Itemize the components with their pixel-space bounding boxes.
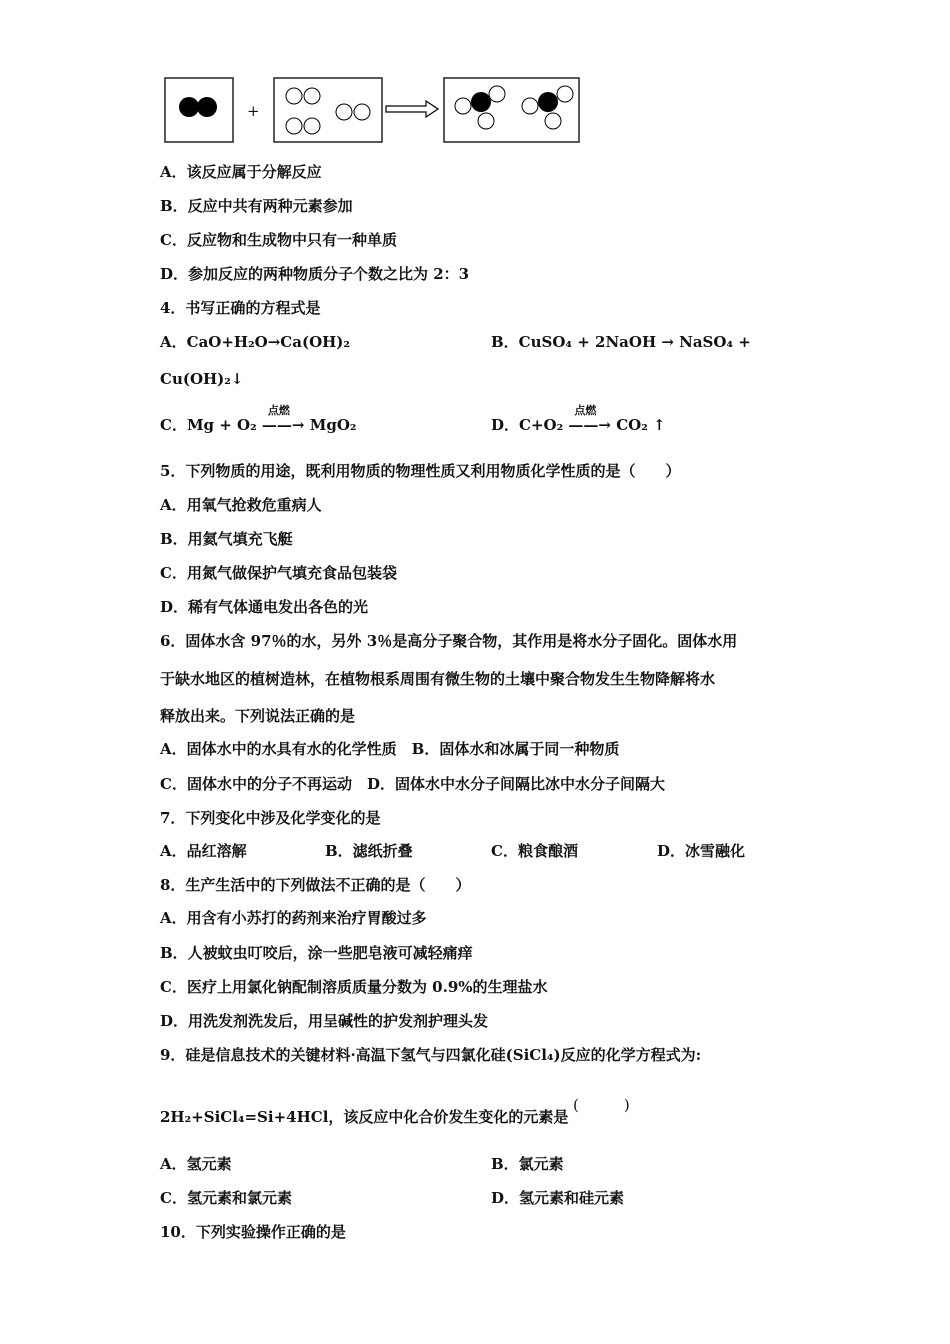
- reaction-diagram: [164, 76, 584, 146]
- q7-option-c: C．粮食酿酒: [491, 842, 578, 860]
- atom-black: [179, 97, 199, 117]
- q7-option-b: B．滤纸折叠: [325, 842, 413, 860]
- q5-option-b: B．用氦气填充飞艇: [160, 530, 293, 548]
- atom-white: [304, 118, 320, 134]
- q4-option-a: A．CaO+H₂O→Ca(OH)₂: [160, 333, 350, 351]
- q6-options-row-1: A．固体水中的水具有水的化学性质 B．固体水和冰属于同一种物质: [160, 740, 620, 758]
- q9-option-a: A．氢元素: [160, 1155, 232, 1173]
- atom-white: [336, 104, 352, 120]
- q5-option-d: D．稀有气体通电发出各色的光: [160, 598, 369, 616]
- q9-option-b: B．氯元素: [491, 1155, 564, 1173]
- q4-c-reactants: C．Mg + O₂: [160, 416, 257, 434]
- atom-black: [471, 92, 491, 112]
- q3-option-a: A．该反应属于分解反应: [160, 163, 322, 181]
- q6-line-2: 于缺水地区的植树造林，在植物根系周围有微生物的土壤中聚合物发生生物降解将水: [160, 670, 716, 688]
- q4-d-reactants: D．C+O₂: [491, 416, 564, 434]
- q4-option-d: [491, 404, 666, 435]
- atom-white: [286, 118, 302, 134]
- condition-label: 点燃: [267, 404, 290, 417]
- condition-label: 点燃: [574, 404, 597, 417]
- q6-line-1: 6．固体水含 97％的水，另外 3％是高分子聚合物，其作用是将水分子固化。固体水用: [160, 632, 738, 650]
- q9-option-d: D．氢元素和硅元素: [491, 1189, 625, 1207]
- q8-option-c: C．医疗上用氯化钠配制溶质质量分数为 0.9%的生理盐水: [160, 978, 548, 996]
- q4-stem: 4．书写正确的方程式是: [160, 299, 321, 317]
- q10-stem: 10．下列实验操作正确的是: [160, 1223, 346, 1241]
- ignite-arrow: 点燃 ——→: [568, 415, 611, 435]
- q9-stem: 9．硅是信息技术的关键材料·高温下氢气与四氯化硅(SiCl₄)反应的化学方程式为:: [160, 1046, 702, 1064]
- q8-option-d: D．用洗发剂洗发后，用呈碱性的护发剂护理头发: [160, 1012, 489, 1030]
- q6-line-3: 释放出来。下列说法正确的是: [160, 707, 356, 725]
- reaction-arrow: [386, 101, 438, 117]
- q4-option-b-cont: Cu(OH)₂↓: [160, 370, 244, 388]
- atom-black: [197, 97, 217, 117]
- q3-option-d: D．参加反应的两种物质分子个数之比为 2：3: [160, 265, 470, 283]
- q3-option-c: C．反应物和生成物中只有一种单质: [160, 231, 397, 249]
- q4-d-product: CO₂ ↑: [616, 416, 666, 434]
- q9-option-c: C．氢元素和氯元素: [160, 1189, 292, 1207]
- q8-option-a: A．用含有小苏打的药剂来治疗胃酸过多: [160, 909, 427, 927]
- q5-stem: 5．下列物质的用途，既利用物质的物理性质又利用物质化学性质的是（ ）: [160, 462, 681, 480]
- q7-stem: 7．下列变化中涉及化学变化的是: [160, 809, 381, 827]
- reaction-diagram-svg: [164, 76, 584, 146]
- q5-option-a: A．用氧气抢救危重病人: [160, 496, 322, 514]
- atom-white: [286, 88, 302, 104]
- q7-option-d: D．冰雪融化: [657, 842, 746, 860]
- ignite-arrow: 点燃 ——→: [262, 415, 305, 435]
- q8-option-b: B．人被蚊虫叮咬后，涂一些肥皂液可减轻痛痒: [160, 944, 473, 962]
- q3-option-b: B．反应中共有两种元素参加: [160, 197, 353, 215]
- atom-white: [304, 88, 320, 104]
- q8-stem: 8．生产生活中的下列做法不正确的是（ ）: [160, 876, 471, 894]
- atom-black: [538, 92, 558, 112]
- q5-option-c: C．用氮气做保护气填充食品包装袋: [160, 564, 397, 582]
- q9-answer-blank: ( ): [573, 1096, 630, 1114]
- q6-options-row-2: C．固体水中的分子不再运动 D．固体水中水分子间隔比冰中水分子间隔大: [160, 775, 665, 793]
- q9-equation: 2H₂+SiCl₄=Si+4HCl，该反应中化合价发生变化的元素是: [160, 1108, 569, 1126]
- plus-sign: +: [247, 102, 260, 120]
- atom-white: [354, 104, 370, 120]
- q4-option-c: [160, 404, 357, 435]
- q7-option-a: A．品红溶解: [160, 842, 247, 860]
- q4-option-b: B．CuSO₄ + 2NaOH → NaSO₄ +: [491, 333, 751, 351]
- q4-c-product: MgO₂: [309, 416, 357, 434]
